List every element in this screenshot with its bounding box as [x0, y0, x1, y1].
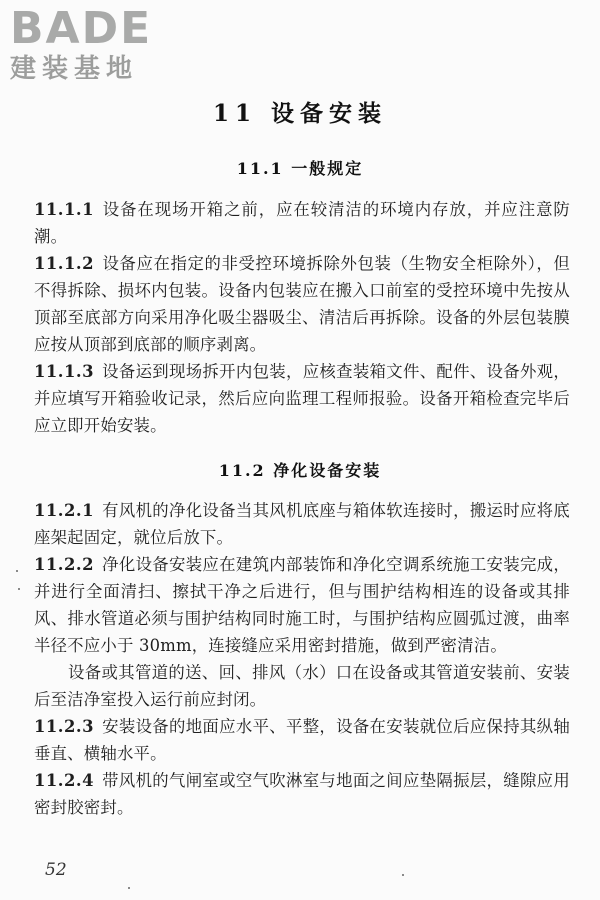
clause-text: 安装设备的地面应水平、平整，设备在安装就位后应保持其纵轴垂直、横轴水平。 — [34, 717, 570, 763]
clause-text: 设备在现场开箱之前，应在较清洁的环境内存放，并应注意防潮。 — [34, 200, 570, 246]
clause-number: 11.1.2 — [34, 254, 95, 273]
clause-number: 11.2.4 — [34, 771, 95, 790]
section-title-11-2: 11.2 净化设备安装 — [218, 461, 382, 480]
clause-text: 设备或其管道的送、回、排风（水）口在设备或其管道安装前、安装后至洁净室投入运行前应封闭。 — [34, 663, 570, 709]
clause-11-2-3 — [34, 713, 570, 767]
section-body-11-1 — [34, 196, 570, 439]
clause-number: 11.2.3 — [34, 717, 95, 736]
logo-wordmark: BADE — [10, 3, 153, 54]
clause-11-1-2 — [34, 250, 570, 358]
clause-text: 设备运到现场拆开内包装，应核查装箱文件、配件、设备外观，并应填写开箱验收记录，然后应向监理工程师报验。设备开箱检查完毕后应立即开始安装。 — [34, 362, 570, 435]
section-body-11-2 — [34, 497, 570, 821]
scan-speck — [402, 874, 404, 876]
clause-11-2-1 — [34, 497, 570, 551]
clause-text: 有风机的净化设备当其风机底座与箱体软连接时，搬运时应将底座架起固定，就位后放下。 — [34, 501, 570, 547]
clause-number: 11.2.1 — [34, 501, 95, 520]
clause-text: 设备应在指定的非受控环境拆除外包装（生物安全柜除外），但不得拆除、损坏内包装。设备内包装应在搬入口前室的受控环境中先按从顶部至底部方向采用净化吸尘器吸尘、清洁后再拆除。设备的外层包装膜应按从顶部到底部的顺序剥离。 — [34, 254, 570, 354]
clause-11-1-3 — [34, 358, 570, 439]
scan-speck — [16, 570, 18, 572]
clause-text: 净化设备安装应在建筑内部装饰和净化空调系统施工安装完成，并进行全面清扫、擦拭干净之后进行，但与围护结构相连的设备或其排风、排水管道必须与围护结构同时施工时，与围护结构应圆弧过渡，曲率半径不应小于 30mm，连接缝应采用密封措施，做到严密清洁。 — [34, 555, 570, 655]
page-number: 52 — [45, 860, 67, 880]
logo-subtitle: 建装基地 — [10, 54, 139, 84]
section-title-11-1: 11.1 一般规定 — [236, 159, 364, 178]
clause-11-2-4 — [34, 767, 570, 821]
clause-number: 11.2.2 — [34, 555, 95, 574]
clause-11-2-2 — [34, 551, 570, 659]
bade-logo — [10, 3, 153, 84]
scan-speck — [18, 588, 20, 590]
clause-text: 带风机的气闸室或空气吹淋室与地面之间应垫隔振层，缝隙应用密封胶密封。 — [34, 771, 570, 817]
clause-number: 11.1.3 — [34, 362, 95, 381]
clause-number: 11.1.1 — [34, 200, 95, 219]
clause-11-1-1 — [34, 196, 570, 250]
scan-speck — [128, 887, 130, 889]
chapter-title: 11 设备安装 — [212, 100, 387, 127]
clause-11-2-2-continued — [34, 659, 570, 713]
